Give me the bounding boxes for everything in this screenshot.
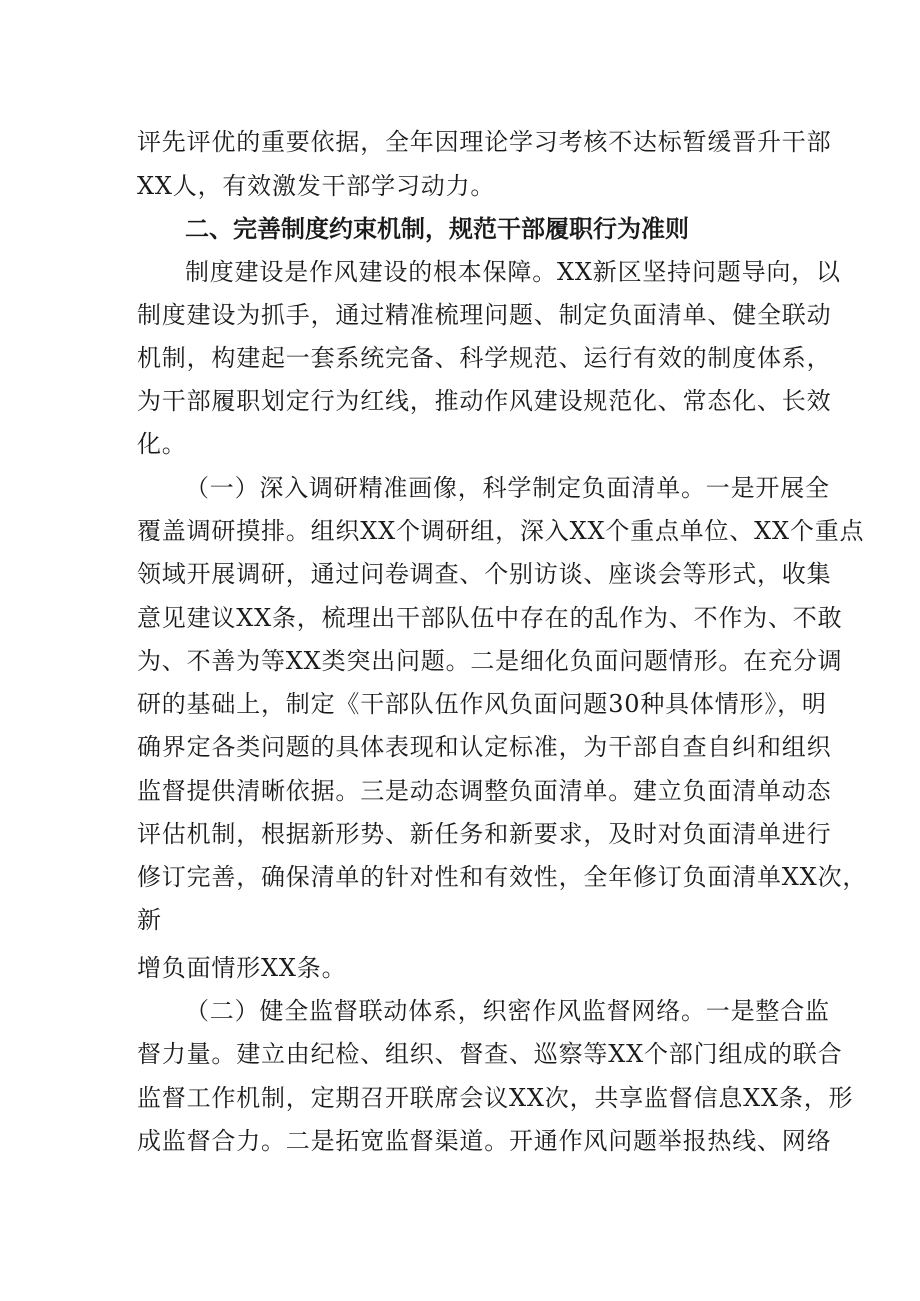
text-line: 督力量。建立由纪检、组织、督查、巡察等XX个部门组成的联合 <box>137 1040 843 1068</box>
text-line: 研的基础上，制定《干部队伍作风负面问题30种具体情形》，明 <box>137 690 827 718</box>
text-line: 化。 <box>137 430 187 458</box>
text-line: XX人，有效激发干部学习动力。 <box>137 172 496 200</box>
text-line: （一）深入调研精准画像，科学制定负面清单。一是开展全 <box>185 474 830 502</box>
text-line: 新 <box>137 906 162 934</box>
text-line: 成监督合力。二是拓宽监督渠道。开通作风问题举报热线、网络 <box>137 1127 832 1155</box>
section-heading: 二、完善制度约束机制，规范干部履职行为准则 <box>185 215 689 243</box>
text-line: 确界定各类问题的具体表现和认定标准，为干部自查自纠和组织 <box>137 733 832 761</box>
text-line: 为干部履职划定行为红线，推动作风建设规范化、常态化、长效 <box>137 387 832 415</box>
text-line: （二）健全监督联动体系，织密作风监督网络。一是整合监 <box>185 997 830 1025</box>
text-line: 修订完善，确保清单的针对性和有效性，全年修订负面清单XX次， <box>137 863 868 891</box>
text-line: 评估机制，根据新形势、新任务和新要求，及时对负面清单进行 <box>137 820 832 848</box>
text-line: 监督工作机制，定期召开联席会议XX次，共享监督信息XX条，形 <box>137 1084 854 1112</box>
text-line: 增负面情形XX条。 <box>137 954 347 982</box>
text-line: 评先评优的重要依据，全年因理论学习考核不达标暂缓晋升干部 <box>137 128 832 156</box>
text-line: 覆盖调研摸排。组织XX个调研组，深入XX个重点单位、XX个重点 <box>137 517 865 545</box>
text-line: 制度建设为抓手，通过精准梳理问题、制定负面清单、健全联动 <box>137 301 832 329</box>
text-line: 监督提供清晰依据。三是动态调整负面清单。建立负面清单动态 <box>137 777 832 805</box>
text-line: 制度建设是作风建设的根本保障。XX新区坚持问题导向，以 <box>185 258 841 286</box>
text-line: 领域开展调研，通过问卷调查、个别访谈、座谈会等形式，收集 <box>137 560 832 588</box>
text-line: 意见建议XX条，梳理出干部队伍中存在的乱作为、不作为、不敢 <box>137 604 843 632</box>
text-line: 机制，构建起一套系统完备、科学规范、运行有效的制度体系， <box>137 344 832 372</box>
text-line: 为、不善为等XX类突出问题。二是细化负面问题情形。在充分调 <box>137 647 843 675</box>
